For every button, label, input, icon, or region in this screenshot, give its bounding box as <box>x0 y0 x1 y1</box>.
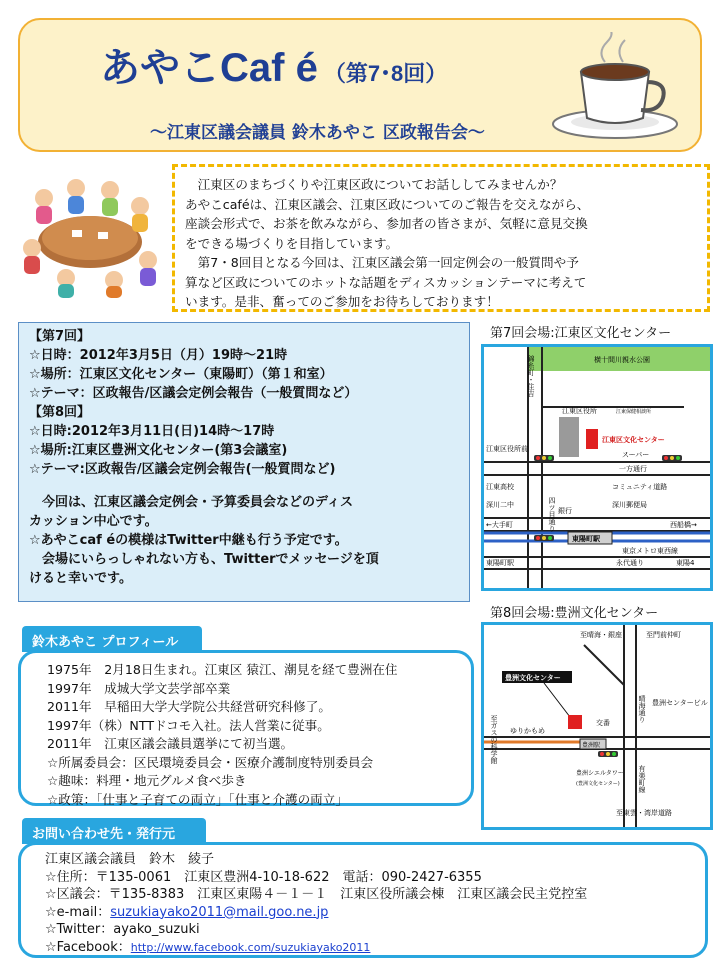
map-label: 至ガスの科学館 <box>490 715 498 764</box>
traffic-light-icon <box>598 751 618 757</box>
map-label: 有楽町線 <box>638 765 646 793</box>
intro-line: 第7・8回目となる今回は、江東区議会第一回定例会の一般質問や予 <box>185 255 579 270</box>
title-main: あやこCaf é <box>100 46 318 90</box>
map-label: 東陽町駅 <box>572 535 600 543</box>
profile-line: 1997年 成城大学文芸学部卒業 <box>47 680 231 696</box>
contact-twitter: ☆Twitter：ayako_suzuki <box>45 922 200 937</box>
profile-line: 2011年 早稲田大学大学院公共経営研究科修了。 <box>47 699 331 714</box>
contact-council: ☆区議会：〒135-8383 江東区東陽４－１－１ 江東区役所議会棟 江東区議会民主党控室 <box>45 887 588 902</box>
round8-date: ☆日時:2012年3月11日(日)14時～17時 <box>29 424 275 439</box>
traffic-light-icon <box>534 455 554 461</box>
schedule-box <box>18 322 470 602</box>
profile-line: ☆趣味：料理・地元グルメ食べ歩き <box>47 773 247 788</box>
map-label: 交番 <box>596 719 610 727</box>
facebook-label: ☆Facebook： <box>45 939 131 955</box>
map-label: 東京メトロ東西線 <box>622 547 678 555</box>
venue7-marker <box>586 429 598 449</box>
map-label: スーパー <box>622 451 650 459</box>
map-label: 豊洲センタービル <box>652 699 708 707</box>
coffee-cup-icon <box>535 32 695 144</box>
ward-office-building <box>559 417 579 457</box>
intro-line: あやこcaféは、江東区議会、江東区政についてのご報告を交えながら、 <box>185 196 590 212</box>
map-label: 永代通り <box>616 559 644 567</box>
map-label: 四ツ目通り <box>548 497 556 532</box>
venue7-label: 第7回会場:江東区文化センター <box>490 326 672 341</box>
contact-facebook-row <box>45 939 705 957</box>
email-label: ☆e-mail： <box>45 904 111 920</box>
map-label: 江東高校 <box>486 483 514 491</box>
map-label: 江東保健相談所 <box>616 409 652 415</box>
email-link[interactable]: suzukiayako2011@mail.goo.ne.jp <box>110 904 329 920</box>
intro-box <box>172 164 710 312</box>
profile-tab: 鈴木あやこ プロフィール <box>22 626 202 652</box>
intro-line: 算など区政についてのホットな話題をディスカッションテーマに考えて <box>185 274 587 290</box>
profile-line: 2011年 江東区議会議員選挙にて初当選。 <box>47 736 294 751</box>
profile-line: ☆所属委員会：区民環境委員会・医療介護制度特別委員会 <box>47 754 374 770</box>
map-label: 豊洲シエルタワー <box>576 770 624 777</box>
map-label: 深川郵便局 <box>612 501 647 509</box>
map-label: 豊洲文化センター <box>505 674 561 682</box>
intro-line: をできる場づくりを目指しています。 <box>185 235 399 251</box>
round7-heading: 【第7回】 <box>29 329 91 344</box>
map-label: 東陽4 <box>676 559 695 567</box>
map-label: (豊洲文化センター) <box>576 781 620 787</box>
venue8-map <box>481 622 713 830</box>
schedule-note: 会場にいらっしゃれない方も、Twitterでメッセージを頂 <box>29 552 379 567</box>
round7-place: ☆場所：江東区文化センター（東陽町）（第１和室） <box>29 367 333 382</box>
map-label: 東陽町駅 <box>486 559 514 567</box>
contact-email-row <box>45 904 705 922</box>
intro-line: 江東区のまちづくりや江東区政についてお話ししてみませんか？ <box>185 177 563 192</box>
contact-address: ☆住所：〒135-0061 江東区豊洲4-10-18-622 電話：090-2427-6355 <box>45 869 482 885</box>
map-label: 横十間川親水公園 <box>594 356 650 364</box>
contact-box <box>18 842 708 958</box>
traffic-light-icon <box>534 535 554 541</box>
contact-name: 江東区議会議員 鈴木 綾子 <box>45 852 215 867</box>
map-label: ←大手町 <box>486 521 513 529</box>
contact-tab: お問い合わせ先・発行元 <box>22 818 206 844</box>
round8-heading: 【第8回】 <box>29 405 91 420</box>
map-label: 晴海通り <box>638 695 646 723</box>
map-label: 一方通行 <box>619 465 647 473</box>
map-label: 至東雲・湾岸道路 <box>616 809 672 817</box>
schedule-note: けると幸いです。 <box>29 571 132 586</box>
map-label: 江東区役所 <box>562 407 597 415</box>
title-sub: （第7･8回） <box>323 61 448 86</box>
map-label: コミュニティ道路 <box>612 483 668 491</box>
page-title <box>100 36 447 93</box>
map-label: 江東区役所前 <box>486 445 528 453</box>
profile-line: 1975年 2月18日生まれ。江東区 猿江、潮見を経て豊洲在住 <box>47 662 398 677</box>
map-label: 深川二中 <box>486 501 514 509</box>
map-label: 銀行 <box>558 507 572 515</box>
map-label: 西船橋→ <box>670 521 697 529</box>
round7-theme: ☆テーマ：区政報告/区議会定例会報告（一般質問など） <box>29 386 358 401</box>
schedule-note: カッション中心です。 <box>29 514 158 529</box>
map-label: 錦糸町・住吉 <box>527 355 535 397</box>
profile-line: 1997年（株）NTTドコモ入社。法人営業に従事。 <box>47 717 330 733</box>
intro-line: 座談会形式で、お茶を飲みながら、参加者の皆さまが、気軽に意見交換 <box>185 216 588 231</box>
intro-line: います。是非、奮ってのご参加をお待ちしております！ <box>185 294 499 309</box>
profile-box <box>18 650 474 806</box>
round8-theme: ☆テーマ:区政報告/区議会定例会報告(一般質問など) <box>29 462 336 477</box>
meeting-illustration-icon <box>14 170 162 300</box>
venue8-label: 第8回会場:豊洲文化センター <box>490 606 659 621</box>
schedule-note: ☆あやこcaf éの模様はTwitter中継も行う予定です。 <box>29 533 348 548</box>
traffic-light-icon <box>662 455 682 461</box>
map-label: 至晴海・銀座 <box>580 631 622 639</box>
round7-date: ☆日時：2012年3月5日（月）19時～21時 <box>29 348 288 363</box>
schedule-note: 今回は、江東区議会定例会・予算委員会などのディス <box>29 495 353 510</box>
map-label: 至門前仲町 <box>646 631 681 639</box>
map-label: 江東区文化センター <box>602 436 665 444</box>
subtitle: ～江東区議会議員 鈴木あやこ 区政報告会～ <box>150 123 485 143</box>
profile-line: ☆政策：「仕事と子育ての両立」「仕事と介護の両立」 <box>47 791 348 807</box>
venue8-marker <box>568 715 582 729</box>
facebook-link[interactable]: http://www.facebook.com/suzukiayako2011 <box>130 940 371 954</box>
map-label: ゆりかもめ <box>510 727 545 735</box>
round8-place: ☆場所:江東区豊洲文化センター(第3会議室) <box>29 443 288 458</box>
map-label: 豊洲駅 <box>582 742 601 749</box>
venue7-map <box>481 344 713 591</box>
